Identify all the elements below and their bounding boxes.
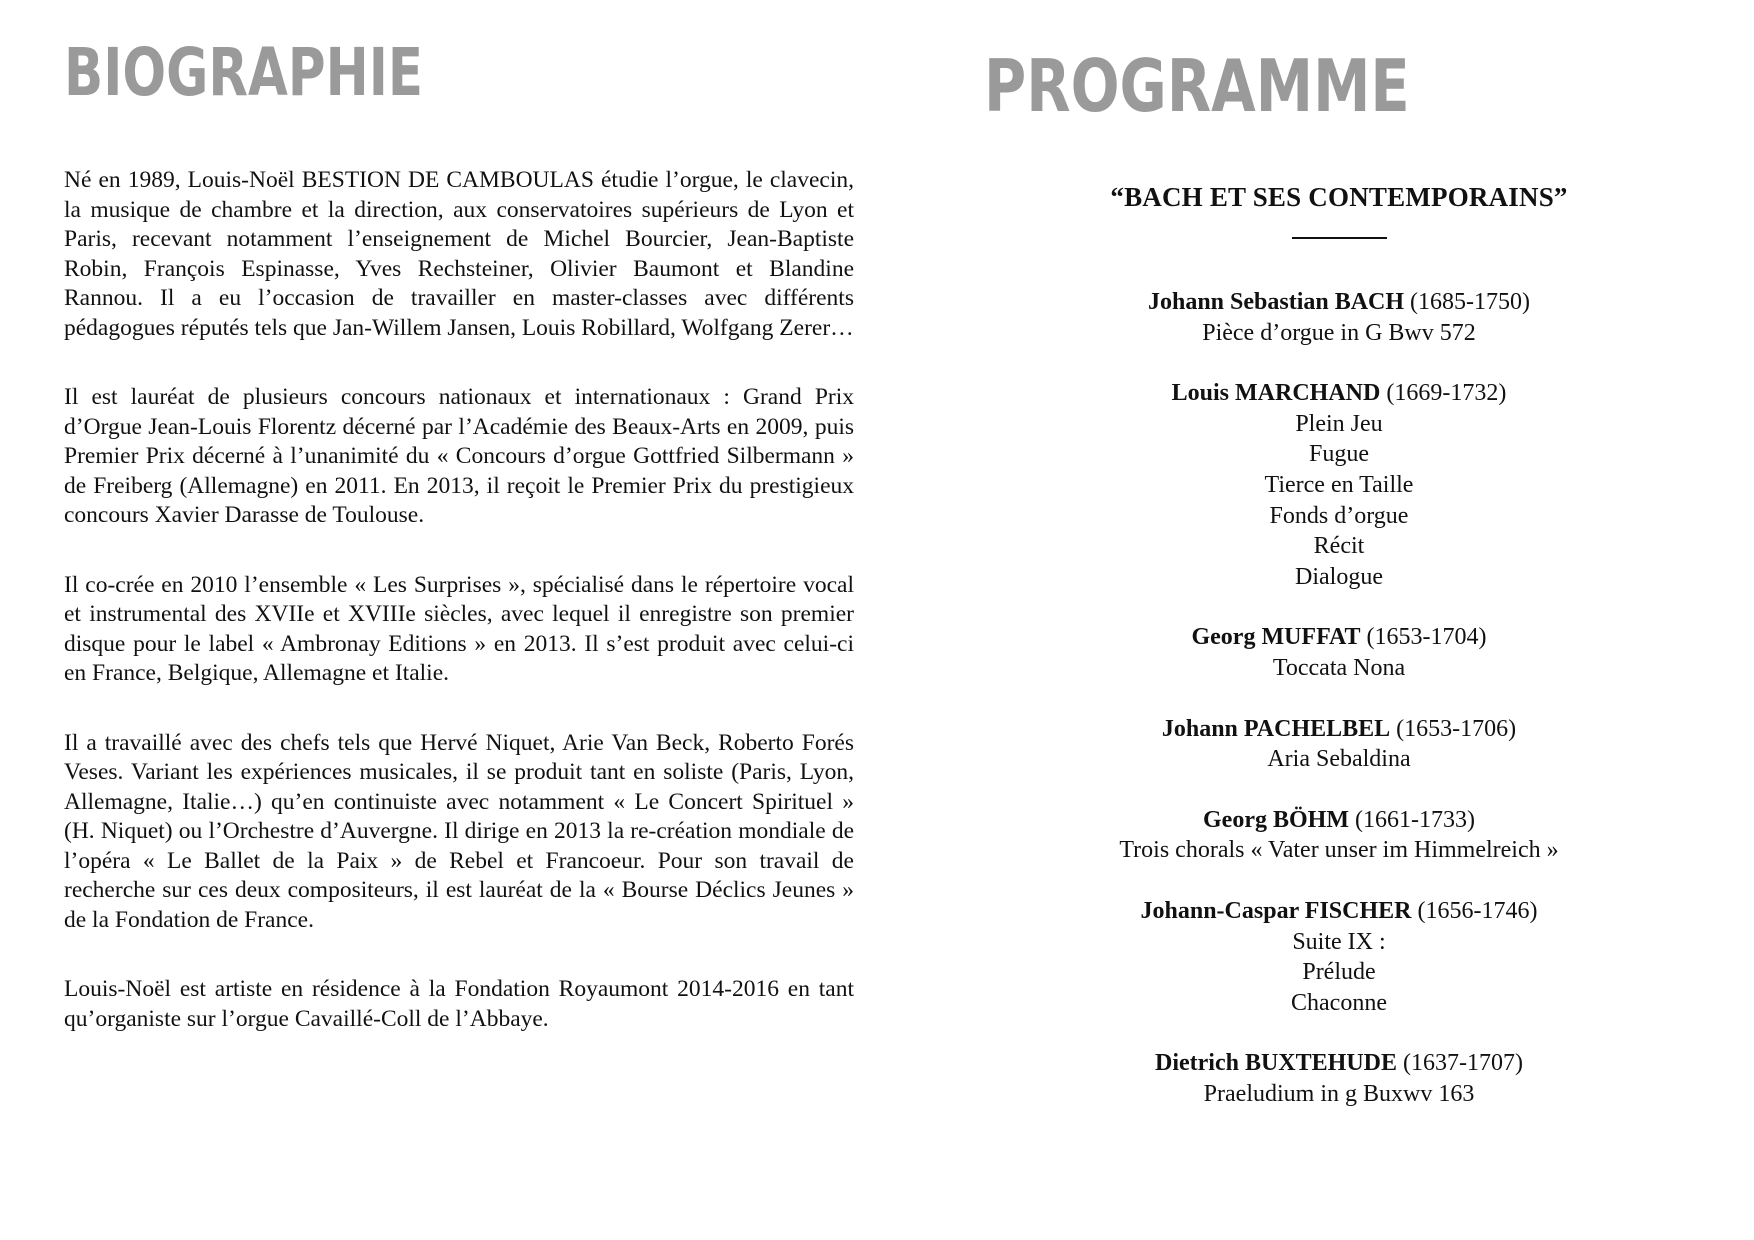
piece-title: Chaconne [1291, 989, 1387, 1016]
composer-name: Georg MUFFAT [1191, 624, 1361, 651]
biographie-title: BIOGRAPHIE [64, 34, 424, 111]
piece-title: Fugue [1309, 441, 1369, 468]
bio-paragraph: Il co-crée en 2010 l’ensemble « Les Surprises », spécialisé dans le répertoire vocal et instrumental des XVIIe et XVIIIe siècles, avec lequel il enregistre son premier disque pour le label « Ambronay Editions » en 2013. Il s’est produit avec celui-ci en France, Belgique, Allemagne et Italie. [64, 571, 854, 686]
bio-paragraph: Il est lauréat de plusieurs concours nationaux et internationaux : Grand Prix d’Orgue Jean-Louis Florentz décerné par l’Académie des Beaux-Arts en 2009, puis Premier Prix décerné à l’unanimité du « Concours d’orgue Gottfried Silbermann » de Freiberg (Allemagne) en 2011. En 2013, il reçoit le Premier Prix du prestigieux concours Xavier Darasse de Toulouse. [64, 384, 854, 528]
composer-entry [984, 378, 1694, 592]
composer-name: Johann-Caspar FISCHER [1140, 897, 1412, 924]
composer-entry [984, 805, 1694, 866]
composer-entry [984, 896, 1694, 1018]
piece-title: Aria Sebaldina [1267, 746, 1411, 773]
composer-entry [984, 287, 1694, 348]
piece-title: Fonds d’orgue [1269, 502, 1409, 529]
composer-dates: (1653-1704) [1366, 624, 1487, 651]
biographie-page [64, 34, 854, 1074]
composer-dates: (1669-1732) [1386, 380, 1507, 407]
piece-title: Récit [1313, 533, 1365, 560]
piece-title: Tierce en Taille [1264, 471, 1414, 498]
bio-paragraph: Il a travaillé avec des chefs tels que Hervé Niquet, Arie Van Beck, Roberto Forés Veses. Variant les expériences musicales, il se produit tant en soliste (Paris, Lyon, Allemagne, Italie…) qu’en continuiste avec notamment « Le Concert Spirituel » (H. Niquet) ou l’Orchestre d’Auvergne. Il dirige en 2013 la re-création mondiale de l’opéra « Le Ballet de la Paix » de Rebel et Francoeur. Pour son travail de recherche sur ces deux compositeurs, il est lauréat de la « Bourse Déclics Jeunes » de la Fondation de France. [64, 729, 854, 933]
concert-title: “BACH ET SES CONTEMPORAINS” [1110, 182, 1568, 212]
piece-title: Plein Jeu [1295, 410, 1383, 437]
composer-name: Dietrich BUXTEHUDE [1155, 1050, 1397, 1077]
piece-title: Praeludium in g Buxwv 163 [1203, 1080, 1475, 1107]
biographie-body [64, 166, 854, 1034]
bio-paragraph: Louis-Noël est artiste en résidence à la Fondation Royaumont 2014-2016 en tant qu’organiste sur l’orgue Cavaillé-Coll de l’Abbaye. [64, 976, 854, 1032]
composer-dates: (1637-1707) [1403, 1050, 1523, 1077]
composer-heading [984, 378, 1694, 409]
composer-heading [984, 805, 1694, 836]
composer-entry [984, 622, 1694, 683]
title-divider [1292, 237, 1387, 239]
composer-heading [984, 622, 1694, 653]
composer-dates: (1656-1746) [1417, 897, 1538, 924]
composer-heading [984, 287, 1694, 318]
composer-heading [984, 896, 1694, 927]
piece-title: Suite IX : [1292, 928, 1386, 955]
piece-title: Dialogue [1295, 563, 1383, 590]
piece-title: Toccata Nona [1272, 654, 1406, 681]
piece-title: Prélude [1302, 959, 1376, 986]
composer-entry [984, 1048, 1694, 1109]
composer-name: Georg BÖHM [1203, 806, 1349, 833]
programme-page [984, 44, 1694, 1139]
bio-paragraph: Né en 1989, Louis-Noël BESTION DE CAMBOULAS étudie l’orgue, le clavecin, la musique de chambre et la direction, aux conservatoires supérieurs de Lyon et Paris, recevant notamment l’enseignement de Michel Bourcier, Jean-Baptiste Robin, François Espinasse, Yves Rechsteiner, Olivier Baumont et Blandine Rannou. Il a eu l’occasion de travailler en master-classes avec différents pédagogues réputés tels que Jan-Willem Jansen, Louis Robillard, Wolfgang Zerer… [64, 167, 854, 341]
composer-heading [984, 1048, 1694, 1079]
composer-dates: (1685-1750) [1410, 289, 1531, 315]
composer-entry [984, 714, 1694, 775]
composer-name: Johann PACHELBEL [1161, 715, 1391, 742]
composer-dates: (1653-1706) [1396, 715, 1517, 742]
composer-name: Louis MARCHAND [1171, 380, 1381, 407]
piece-title: Pièce d’orgue in G Bwv 572 [1202, 319, 1476, 346]
composer-heading [984, 714, 1694, 745]
composer-list [984, 287, 1694, 1109]
composer-name: Johann Sebastian BACH [1147, 289, 1405, 315]
programme-title: PROGRAMME [984, 44, 1410, 128]
composer-dates: (1661-1733) [1354, 806, 1475, 833]
piece-title: Trois chorals « Vater unser im Himmelreich » [1119, 837, 1559, 864]
